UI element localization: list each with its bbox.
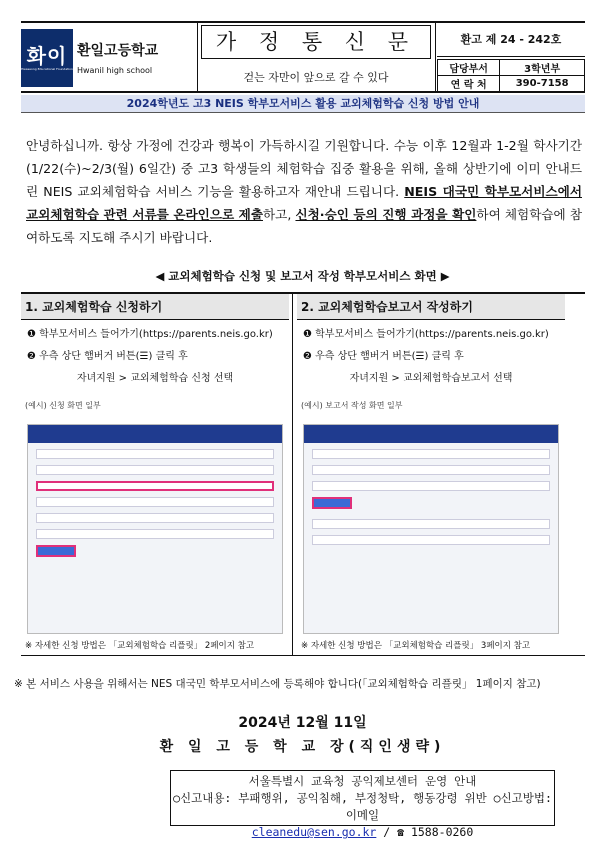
screenshot-field <box>36 497 274 507</box>
document-number: 환고 제 24 - 242호 <box>437 23 585 57</box>
screenshot-highlight <box>36 481 274 491</box>
report-step-3: 자녀지원 > 교외체험학습보고서 선택 <box>349 373 513 384</box>
column-divider <box>292 294 293 656</box>
logo-text: 화이 <box>26 44 68 68</box>
subtitle-bar: 2024학년도 고3 NEIS 학부모서비스 활용 교외체험학습 신청 방법 안내 <box>21 95 585 113</box>
apply-column <box>21 294 289 656</box>
email-link[interactable]: cleanedu@sen.go.kr <box>251 825 377 839</box>
screenshot-field <box>312 535 550 545</box>
dept-label: 담당부서 <box>438 60 500 76</box>
section-title: ◀ 교외체험학습 신청 및 보고서 작성 학부모서비스 화면 ▶ <box>155 269 450 283</box>
intro-paragraph <box>26 134 582 249</box>
issue-date: 2024년 12월 11일 <box>238 715 367 731</box>
screenshot-field <box>312 519 550 529</box>
registration-footnote: ※ 본 서비스 사용을 위해서는 NES 대국민 학부모서비스에 등록해야 합니다(「교외체험학습 리플릿」 1페이지 참고) <box>14 678 541 690</box>
intro-emphasis: 신청·승인 등의 진행 과정을 확인 <box>295 207 477 222</box>
screenshot-button <box>312 497 352 509</box>
report-column <box>297 294 565 656</box>
screenshot-field <box>312 481 550 491</box>
apply-step-1: ❶ 학부모서비스 들어가기(https://parents.neis.go.kr) <box>27 329 273 340</box>
report-heading: 2. 교외체험학습보고서 작성하기 <box>297 294 565 320</box>
newsletter-title: 가 정 통 신 문 <box>201 25 431 59</box>
contact-label: 연 락 처 <box>438 76 500 92</box>
hotline-title: 서울특별시 교육청 공익제보센터 운영 안내 <box>248 774 477 788</box>
screenshot-field <box>312 465 550 475</box>
report-step-1: ❶ 학부모서비스 들어가기(https://parents.neis.go.kr) <box>303 329 549 340</box>
apply-note: ※ 자세한 신청 방법은 「교외체험학습 리플릿」 2페이지 참고 <box>25 641 255 651</box>
report-note: ※ 자세한 신청 방법은 「교외체험학습 리플릿」 3페이지 참고 <box>301 641 531 651</box>
contact-table <box>437 59 585 92</box>
principal-signature: 환 일 고 등 학 교 장(직인생략) <box>159 739 446 755</box>
apply-step-2: ❷ 우측 상단 햄버거 버튼(☰) 클릭 후 <box>27 351 188 362</box>
screenshot-topbar <box>28 425 282 443</box>
intro-emphasis: NEIS 대국민 학부모서비스에서 교외체험학습 관련 서류를 온라인으로 제출 <box>26 184 582 222</box>
hotline-contact <box>171 824 554 841</box>
report-step-2: ❷ 우측 상단 햄버거 버튼(☰) 클릭 후 <box>303 351 464 362</box>
apply-step-3: 자녀지원 > 교외체험학습 신청 선택 <box>76 373 234 384</box>
apply-screenshot <box>27 424 283 634</box>
divider <box>197 23 198 91</box>
report-screenshot <box>303 424 559 634</box>
header <box>21 21 585 93</box>
dept-value: 3학년부 <box>500 60 585 76</box>
guide-boxes <box>21 292 585 656</box>
intro-text: 안녕하십니까. 항상 가정에 건강과 행복이 가득하시길 기원합니다. 수능 이후 12월과 1-2월 학사기간(1/22(수)~2/3(월) 6일간) 중 고3 학생들의 체험학습 집중 활용을 위해, 올해 상반기에 이미 안내드린 NEIS 교외체험학습 서비스 기능을 활용하고자 재안내 드립니다. <box>26 138 582 199</box>
hotline-content: ○신고내용: 부패행위, 공익침해, 부정청탁, 행동강령 위반 ○신고방법: 이메일 <box>173 791 552 822</box>
screenshot-field <box>36 449 274 459</box>
screenshot-topbar <box>304 425 558 443</box>
contact-value: 390-7158 <box>500 76 585 92</box>
school-name: 환일고등학교 <box>77 43 159 59</box>
apply-heading: 1. 교외체험학습 신청하기 <box>21 294 289 320</box>
screenshot-field <box>312 449 550 459</box>
phone-number: / ☎ 1588-0260 <box>376 825 474 839</box>
screenshot-field <box>36 529 274 539</box>
screenshot-field <box>36 513 274 523</box>
school-name-en: Hwanil high school <box>77 66 153 75</box>
intro-text: 하고, <box>263 207 296 222</box>
divider <box>435 23 436 91</box>
school-motto: 걷는 자만이 앞으로 갈 수 있다 <box>243 71 389 84</box>
logo-subtext: Hwaseong Educational Foundation <box>21 67 73 71</box>
screenshot-button <box>36 545 76 557</box>
apply-example-label: (예시) 신청 화면 일부 <box>25 401 101 410</box>
intro-text: 하여 체험학습에 참여하도록 지도해 주시기 바랍니다. <box>26 207 582 245</box>
school-logo <box>21 29 73 87</box>
report-example-label: (예시) 보고서 작성 화면 일부 <box>301 401 403 410</box>
hotline-box <box>170 770 555 839</box>
screenshot-field <box>36 465 274 475</box>
